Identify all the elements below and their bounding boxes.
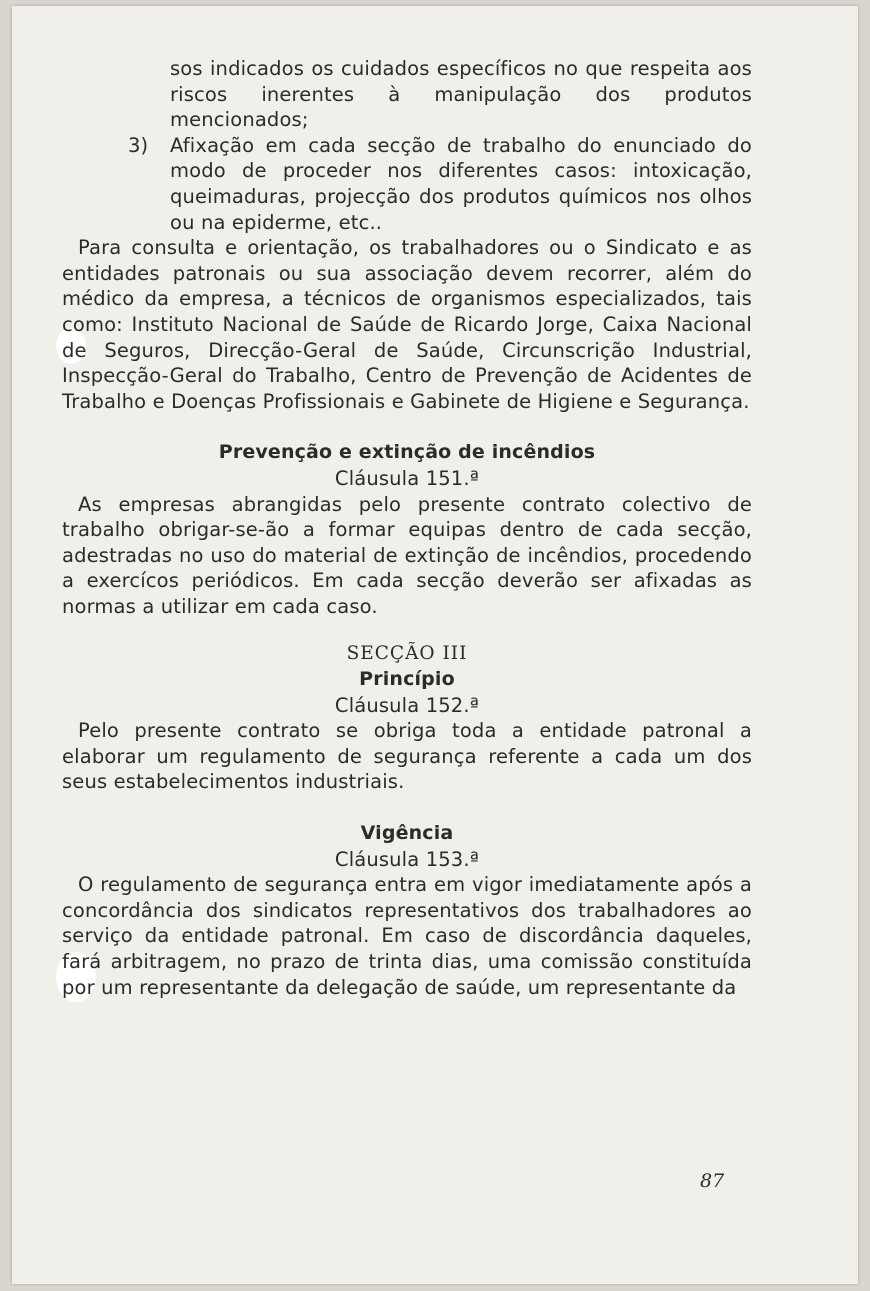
clause-152-text: Pelo presente contrato se obriga toda a entidade patronal a elaborar um regulamento de segurança referente a cada um dos seus estabelecimentos industriais. [62, 719, 752, 794]
principle-heading: Princípio [359, 668, 455, 691]
page-number: 87 [700, 1170, 725, 1192]
continued-item-text: sos indicados os cuidados específicos no que respeita aos riscos inerentes à manipulação dos produtos mencionados; [170, 57, 752, 132]
consultation-paragraph: Para consulta e orientação, os trabalhadores ou o Sindicato e as entidades patronais ou sua associação devem recorrer, além do médico da empresa, a técnicos de organismos especializados, tais como: Instituto Nacional de Saúde de Ricardo Jorge, Caixa Nacional de Seguros, Direcção-Geral de Saúde, Circunscrição Industrial, Inspecção-Geral do Trabalho, Centro de Prevenção de Acidentes de Trabalho e Doenças Profissionais e Gabinete de Higiene e Segurança. [62, 236, 752, 413]
clause-153-heading: Cláusula 153.ª [334, 847, 480, 871]
clause-153-text: O regulamento de segurança entra em vigor imediatamente após a concordância dos sindicatos representativos dos trabalhadores ao serviço da entidade patronal. Em caso de discordância daqueles, fará arbitragem, no prazo de trinta dias, uma comissão constituída por um representante da delegação de saúde, um representante da [62, 873, 752, 999]
validity-heading: Vigência [360, 822, 454, 845]
clause-151-heading: Cláusula 151.ª [334, 466, 480, 490]
page-content [62, 56, 752, 1000]
list-item-text: Afixação em cada secção de trabalho do enunciado do modo de proceder nos diferentes casos: intoxicação, queimaduras, projecção dos produtos químicos nos olhos ou na epiderme, etc.. [170, 133, 752, 234]
clause-152-heading: Cláusula 152.ª [334, 693, 480, 717]
list-item-3 [62, 133, 752, 235]
clause-151-text: As empresas abrangidas pelo presente contrato colectivo de trabalho obrigar-se-ão a formar equipas dentro de cada secção, adestradas no uso do material de extinção de incêndios, procedendo a exercícos periódicos. Em cada secção deverão ser afixadas as normas a utilizar em cada caso. [62, 492, 752, 618]
section-iii-heading: SECÇÃO III [346, 643, 468, 665]
list-item-number: 3) [128, 133, 149, 157]
section-heading-fire-prevention: Prevenção e extinção de incêndios [218, 441, 596, 464]
